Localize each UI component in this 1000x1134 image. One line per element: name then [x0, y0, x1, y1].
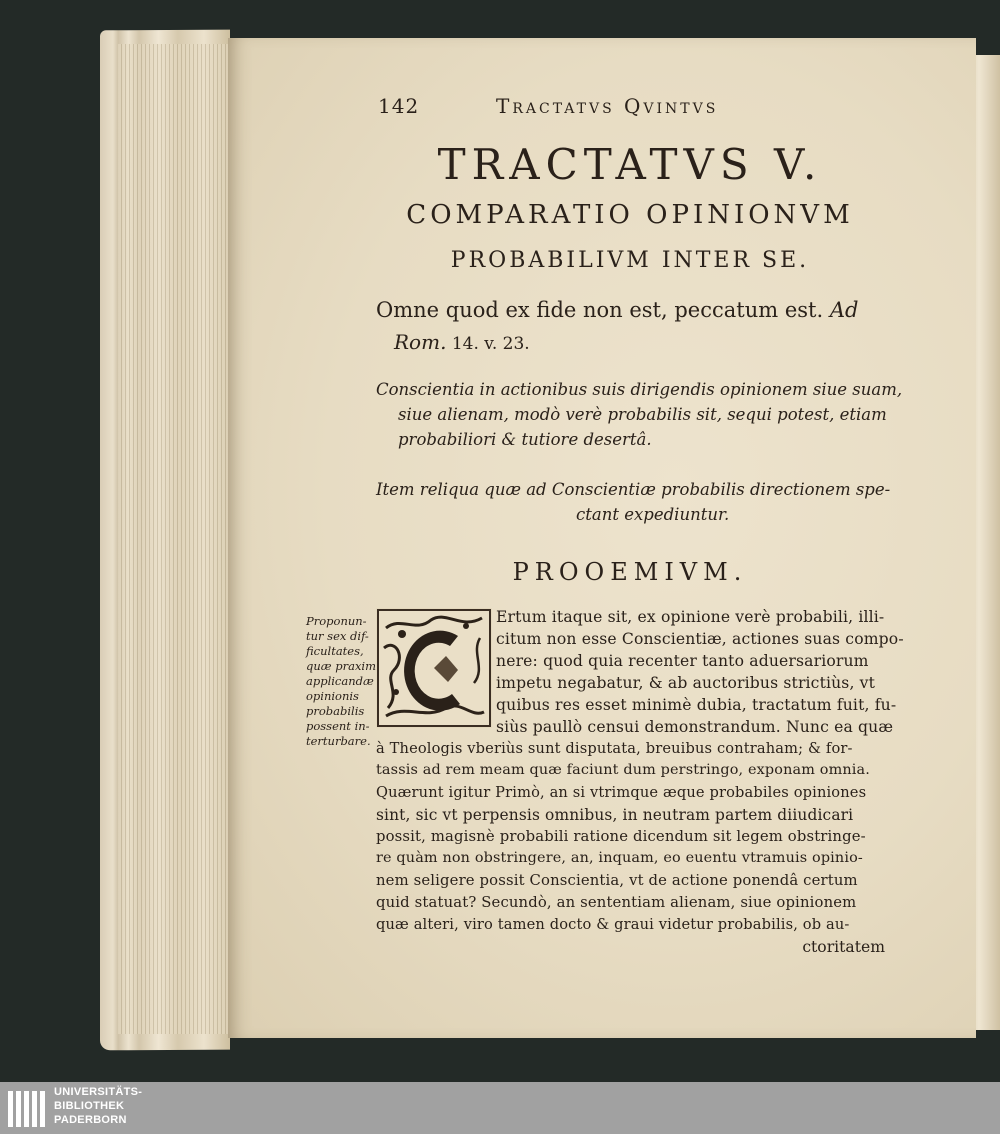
margin-note-line: Proponun- [306, 614, 367, 628]
epigraph-reference: Rom. [394, 330, 447, 354]
epigraph [376, 298, 858, 322]
body-line: nere: quod quia recenter tanto aduersariorum [496, 652, 869, 670]
body-line: tassis ad rem meam quæ faciunt dum perstringo, exponam omnia. [376, 762, 870, 778]
epigraph [394, 330, 530, 354]
decorated-initial-c-image [376, 608, 492, 728]
epigraph-text: Omne quod ex fide non est, peccatum est. [376, 298, 824, 322]
thesis-line: probabiliori & tutiore desertâ. [398, 430, 652, 449]
main-title: TRACTATVS V. [437, 140, 823, 189]
margin-note-line: opinionis [306, 689, 359, 703]
margin-note-line: applicandæ [306, 674, 374, 688]
library-logo-icon [8, 1087, 50, 1129]
subtitle: COMPARATIO OPINIONVM [406, 200, 854, 230]
margin-note-line: quæ praxim [306, 659, 377, 673]
epigraph-reference: Ad [829, 298, 859, 322]
library-name-line: PADERBORN [54, 1114, 127, 1126]
running-title: Tractatvs Qvintvs [496, 94, 719, 118]
thesis-line: Item reliqua quæ ad Conscientiæ probabilis directionem spe- [376, 480, 891, 499]
body-line: quid statuat? Secundò, an sententiam alienam, siue opinionem [376, 894, 857, 911]
body-line: quibus res esset minimè dubia, tractatum fuit, fu- [496, 696, 897, 714]
catchword: ctoritatem [802, 938, 885, 956]
thesis-line: siue alienam, modò verè probabilis sit, sequi potest, etiam [398, 405, 887, 424]
library-footer-bar [0, 1082, 1000, 1134]
margin-note-line: ficultates, [306, 644, 364, 658]
body-line: siùs paullò censui demonstrandum. Nunc ea quæ [496, 718, 894, 736]
library-name-line: BIBLIOTHEK [54, 1100, 125, 1112]
library-name-line: UNIVERSITÄTS- [54, 1086, 143, 1098]
page-edges [118, 44, 228, 1034]
body-line: re quàm non obstringere, an, inquam, eo euentu vtramuis opinio- [376, 850, 863, 866]
thesis-line: Conscientia in actionibus suis dirigendis opinionem siue suam, [376, 380, 903, 399]
body-line: quæ alteri, viro tamen docto & graui videtur probabilis, ob au- [376, 916, 850, 933]
margin-note-line: probabilis [306, 704, 365, 718]
epigraph-reference: 14. v. 23. [451, 334, 530, 354]
body-line: sint, sic vt perpensis omnibus, in neutram partem diiudicari [376, 806, 854, 824]
body-line: Quærunt igitur Primò, an si vtrimque æque probabiles opiniones [376, 784, 867, 801]
body-line: nem seligere possit Conscientia, vt de actione ponendâ certum [376, 872, 858, 889]
thesis-line: ctant expediuntur. [576, 505, 730, 524]
body-line: citum non esse Conscientiæ, actiones suas compo- [496, 630, 904, 648]
subtitle: PROBABILIVM INTER SE. [450, 248, 810, 273]
body-line: à Theologis vberiùs sunt disputata, breuibus contraham; & for- [376, 740, 853, 757]
body-line: Ertum itaque sit, ex opinione verè probabili, illi- [496, 608, 885, 626]
body-line: possit, magisnè probabili ratione dicendum sit legem obstringe- [376, 828, 866, 845]
section-heading: PROOEMIVM. [512, 558, 748, 586]
body-line: impetu negabatur, & ab auctoribus strictiùs, vt [496, 674, 876, 692]
margin-note-line: tur sex dif- [306, 629, 369, 643]
margin-note-line: possent in- [306, 719, 370, 733]
page-number: 142 [378, 94, 420, 118]
margin-note-line: terturbare. [306, 734, 371, 748]
